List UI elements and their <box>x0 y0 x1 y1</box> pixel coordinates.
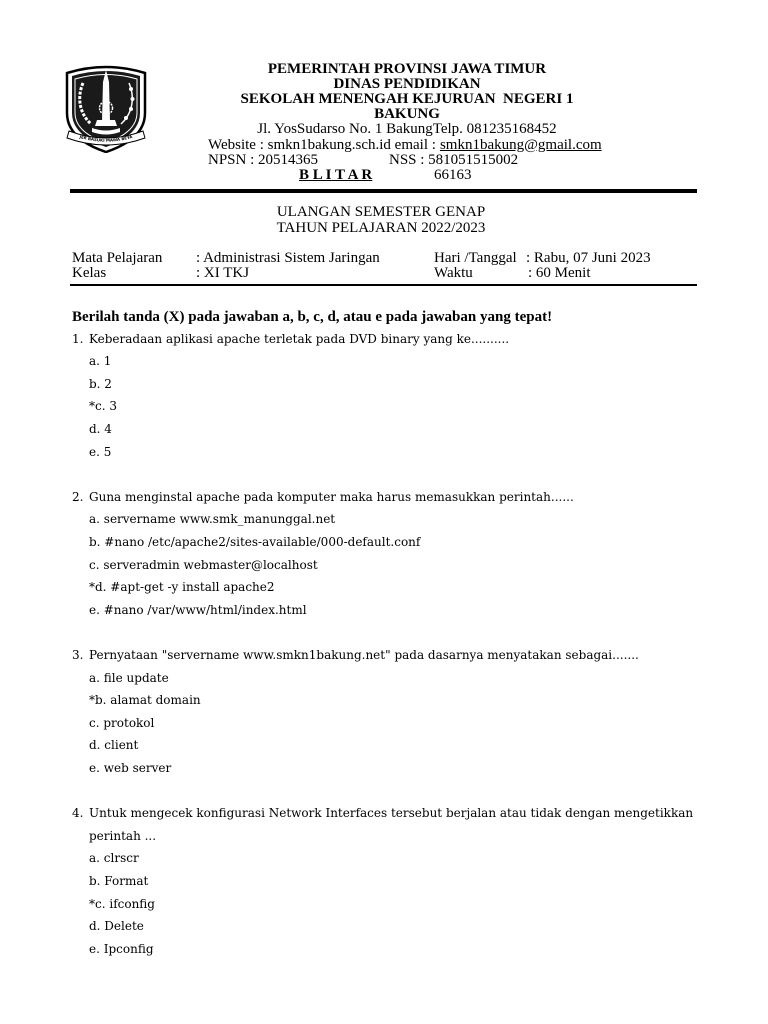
answer-option-b: b. Format <box>89 873 149 888</box>
question-number: 4. <box>72 806 84 821</box>
answer-option-e: e. 5 <box>89 444 112 459</box>
government-name: PEMERINTAH PROVINSI JAWA TIMUR <box>267 61 547 77</box>
answer-option-d: d. Delete <box>89 919 144 934</box>
question-body <box>89 328 739 464</box>
class-label: Kelas <box>72 264 107 281</box>
answer-option-a: a. file update <box>89 670 169 685</box>
answer-option-a: a. servername www.smk_manunggal.net <box>89 512 336 527</box>
answer-option-e: e. #nano /var/www/html/index.html <box>89 602 307 617</box>
answer-option-c: *c. 3 <box>89 399 117 414</box>
question-1 <box>72 328 739 464</box>
answer-option-e: e. Ipconfig <box>89 941 154 956</box>
question-text: Pernyataan "servername www.smkn1bakung.net" pada dasarnya menyatakan sebagai....... <box>89 648 639 662</box>
question-text: Keberadaan aplikasi apache terletak pada DVD binary yang ke.......... <box>89 331 510 346</box>
question-text: Guna menginstal apache pada komputer maka harus memasukkan perintah...... <box>89 489 574 504</box>
province-emblem <box>64 61 148 153</box>
answer-option-c: *c. ifconfig <box>89 896 155 911</box>
time-label: Waktu <box>434 264 473 281</box>
emblem-motto-text: JER BASUKI MAWA BEYA <box>79 133 133 143</box>
answer-option-b: b. #nano /etc/apache2/sites-available/000-default.conf <box>89 535 421 550</box>
letterhead-divider <box>70 189 697 193</box>
answer-option-b: b. 2 <box>89 376 112 391</box>
department-name: DINAS PENDIDIKAN <box>333 76 481 92</box>
question-number: 3. <box>72 648 84 662</box>
answer-option-d: d. client <box>89 738 139 753</box>
date-label: Hari /Tanggal <box>434 249 517 266</box>
question-3 <box>72 644 739 780</box>
subject-label: Mata Pelajaran <box>72 249 163 266</box>
school-address: Jl. YosSudarso No. 1 BakungTelp. 081235168452 <box>257 121 557 137</box>
exam-title: ULANGAN SEMESTER GENAP <box>276 203 486 220</box>
academic-year: TAHUN PELAJARAN 2022/2023 <box>276 219 486 236</box>
letterhead <box>157 62 657 137</box>
nss-text: NSS : 581051515002 <box>389 151 519 168</box>
answer-option-a: a. clrscr <box>89 851 139 866</box>
answer-option-b: *b. alamat domain <box>89 693 201 708</box>
npsn-text: NPSN : 20514365 <box>208 151 319 168</box>
info-divider <box>70 284 697 286</box>
question-body <box>89 486 739 622</box>
question-list <box>72 328 739 983</box>
city-name: B L I T A R <box>299 166 373 183</box>
question-4 <box>72 802 739 960</box>
question-body <box>89 802 739 960</box>
school-location: BAKUNG <box>374 106 440 122</box>
school-name: SEKOLAH MENENGAH KEJURUAN NEGERI 1 <box>240 91 574 107</box>
email-link[interactable]: smkn1bakung@gmail.com <box>439 136 602 153</box>
answer-option-d: *d. #apt-get -y install apache2 <box>89 580 275 595</box>
postal-code: 66163 <box>434 166 472 183</box>
time-value: : 60 Menit <box>528 264 591 281</box>
answer-option-c: c. serveradmin webmaster@localhost <box>89 557 318 572</box>
class-value: : XI TKJ <box>196 264 250 281</box>
question-body <box>89 644 739 780</box>
answer-option-a: a. 1 <box>89 354 112 369</box>
answer-option-c: c. protokol <box>89 715 155 730</box>
subject-value: : Administrasi Sistem Jaringan <box>196 249 380 266</box>
answer-option-e: e. web server <box>89 760 172 775</box>
question-number: 2. <box>72 489 84 504</box>
instruction-text: Berilah tanda (X) pada jawaban a, b, c, d, atau e pada jawaban yang tepat! <box>72 309 553 325</box>
question-2 <box>72 486 739 622</box>
answer-option-d: d. 4 <box>89 422 112 437</box>
contact-line <box>208 138 602 153</box>
emblem-monument-base <box>95 120 117 126</box>
question-text: Untuk mengecek konfigurasi Network Interfaces tersebut berjalan atau tidak dengan mengetikkan perintah ... <box>89 806 694 843</box>
website-text: Website : smkn1bakung.sch.id email : <box>208 136 436 153</box>
question-number: 1. <box>72 331 84 346</box>
date-value: : Rabu, 07 Juni 2023 <box>526 249 651 266</box>
